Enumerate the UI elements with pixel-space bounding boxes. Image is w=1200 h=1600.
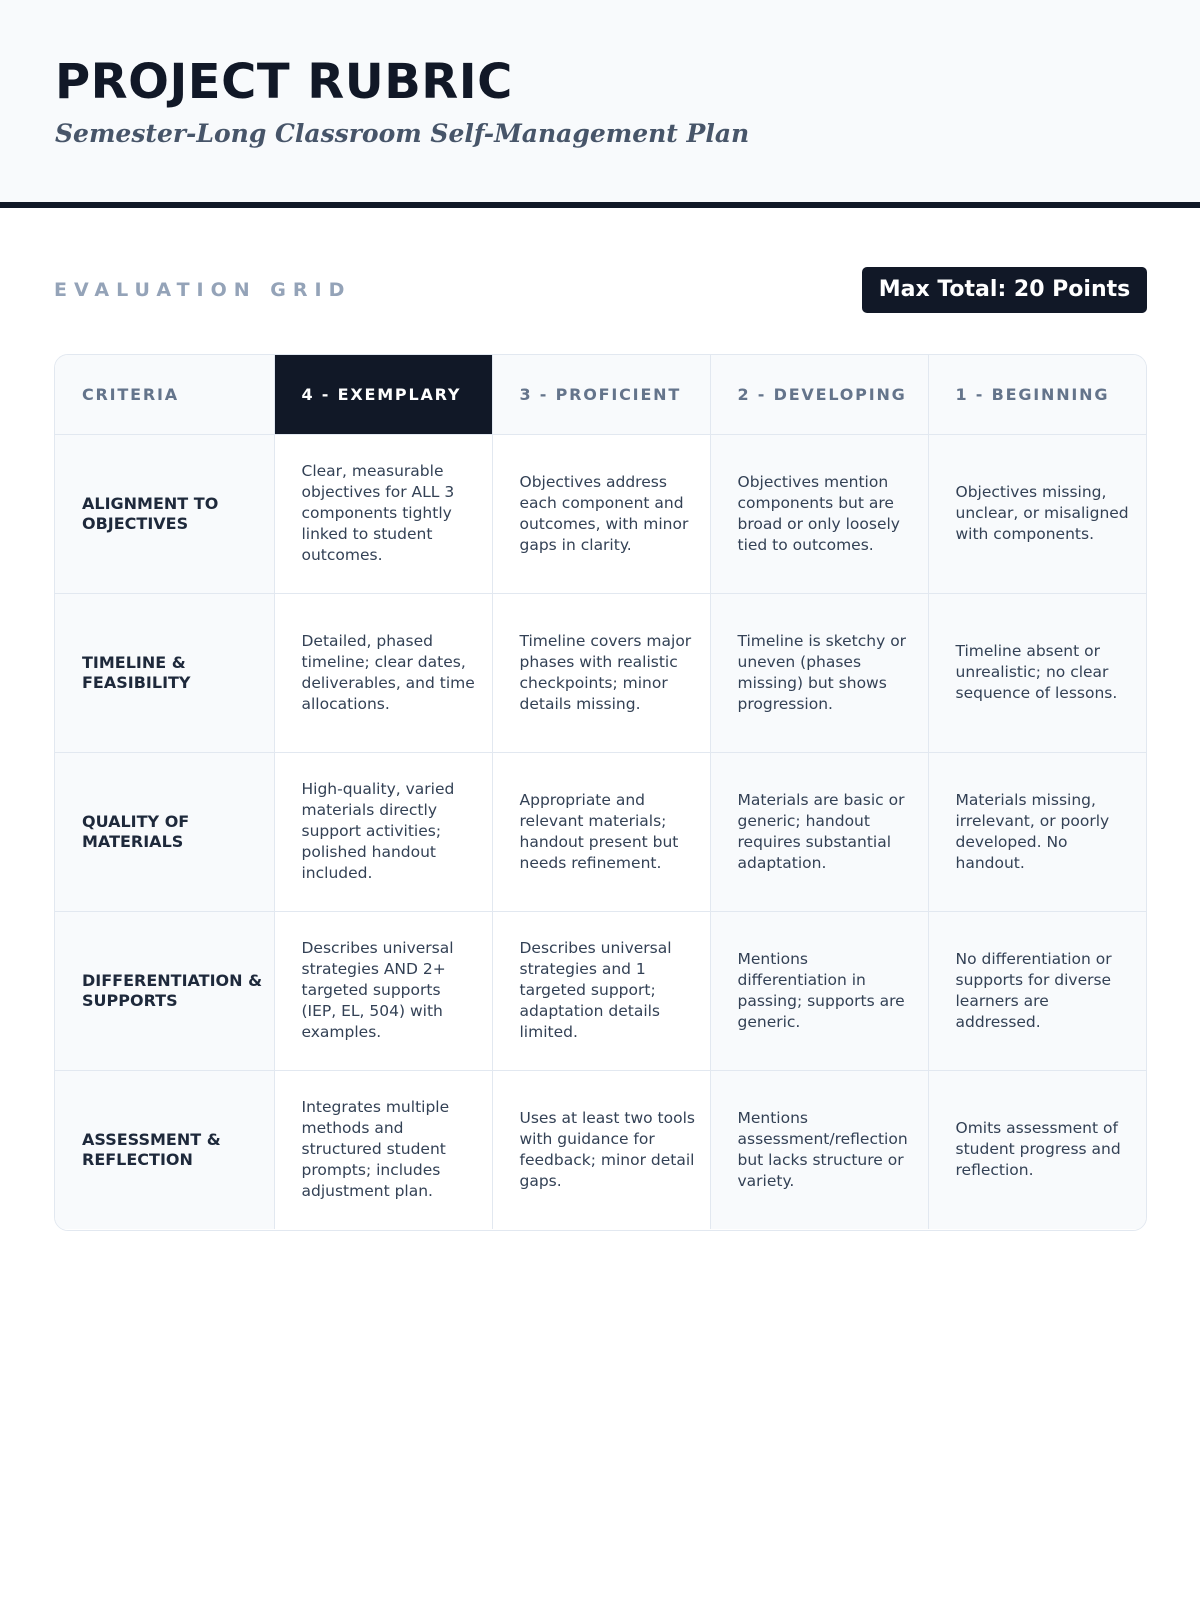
rubric-row-differentiation (55, 911, 1146, 1070)
criterion-label: ALIGNMENT TO OBJECTIVES (55, 434, 274, 593)
level-3-cell: Appropriate and relevant materials; handout present but needs refinement. (492, 752, 710, 911)
level-2-cell: Mentions assessment/reflection but lacks structure or variety. (710, 1070, 928, 1229)
criterion-label: TIMELINE & FEASIBILITY (55, 593, 274, 752)
level-4-cell: Integrates multiple methods and structured student prompts; includes adjustment plan. (274, 1070, 492, 1229)
page-subtitle: Semester-Long Classroom Self-Management Plan (55, 119, 750, 148)
section-label: EVALUATION GRID (54, 279, 352, 301)
level-4-cell: Detailed, phased timeline; clear dates, deliverables, and time allocations. (274, 593, 492, 752)
level-2-cell: Mentions differentiation in passing; supports are generic. (710, 911, 928, 1070)
criterion-label: QUALITY OF MATERIALS (55, 752, 274, 911)
column-header-developing: 2 - DEVELOPING (710, 355, 928, 434)
rubric-header-row (55, 355, 1146, 434)
rubric-table (55, 355, 1146, 1229)
column-header-proficient: 3 - PROFICIENT (492, 355, 710, 434)
column-header-criteria: CRITERIA (55, 355, 274, 434)
level-3-cell: Describes universal strategies and 1 targeted support; adaptation details limited. (492, 911, 710, 1070)
level-2-cell: Objectives mention components but are broad or only loosely tied to outcomes. (710, 434, 928, 593)
max-total-badge: Max Total: 20 Points (862, 267, 1147, 313)
rubric-row-timeline (55, 593, 1146, 752)
rubric-row-assessment (55, 1070, 1146, 1229)
level-1-cell: Omits assessment of student progress and reflection. (928, 1070, 1146, 1229)
level-1-cell: Objectives missing, unclear, or misaligned with components. (928, 434, 1146, 593)
column-header-beginning: 1 - BEGINNING (928, 355, 1146, 434)
page-title: PROJECT RUBRIC (55, 54, 513, 110)
criterion-label: DIFFERENTIATION & SUPPORTS (55, 911, 274, 1070)
level-3-cell: Uses at least two tools with guidance for feedback; minor detail gaps. (492, 1070, 710, 1229)
level-3-cell: Objectives address each component and outcomes, with minor gaps in clarity. (492, 434, 710, 593)
criterion-label: ASSESSMENT & REFLECTION (55, 1070, 274, 1229)
level-4-cell: High-quality, varied materials directly support activities; polished handout included. (274, 752, 492, 911)
level-1-cell: Materials missing, irrelevant, or poorly developed. No handout. (928, 752, 1146, 911)
level-2-cell: Materials are basic or generic; handout requires substantial adaptation. (710, 752, 928, 911)
level-4-cell: Clear, measurable objectives for ALL 3 components tightly linked to student outcomes. (274, 434, 492, 593)
level-1-cell: Timeline absent or unrealistic; no clear sequence of lessons. (928, 593, 1146, 752)
page-header (0, 0, 1200, 208)
level-3-cell: Timeline covers major phases with realistic checkpoints; minor details missing. (492, 593, 710, 752)
level-1-cell: No differentiation or supports for diverse learners are addressed. (928, 911, 1146, 1070)
rubric-row-alignment (55, 434, 1146, 593)
column-header-exemplary: 4 - EXEMPLARY (274, 355, 492, 434)
rubric-grid (54, 354, 1147, 1231)
rubric-row-materials (55, 752, 1146, 911)
level-4-cell: Describes universal strategies AND 2+ targeted supports (IEP, EL, 504) with examples. (274, 911, 492, 1070)
level-2-cell: Timeline is sketchy or uneven (phases missing) but shows progression. (710, 593, 928, 752)
